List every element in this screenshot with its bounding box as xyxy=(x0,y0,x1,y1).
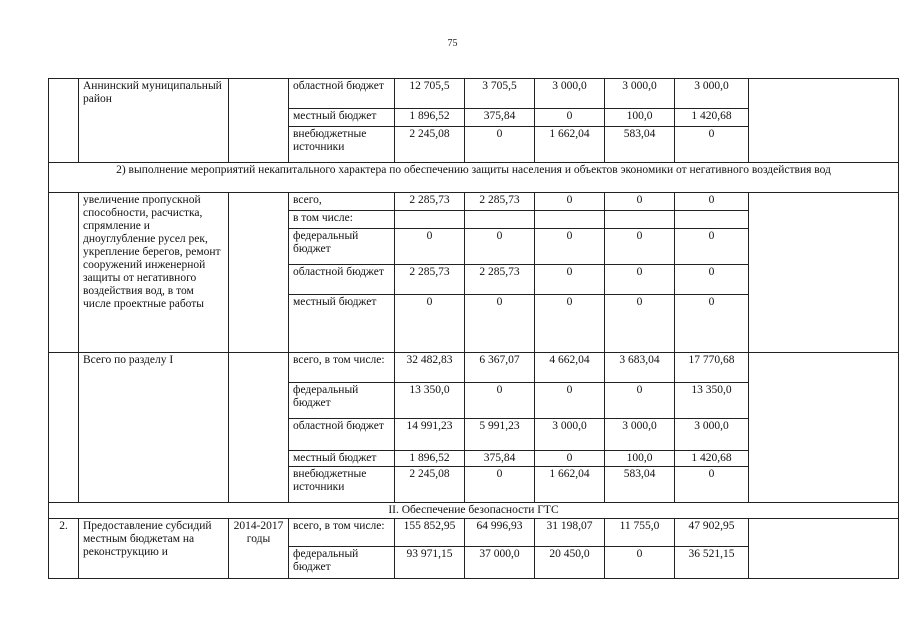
value-total: 2 245,08 xyxy=(395,467,465,503)
value-2014: 37 000,0 xyxy=(465,547,535,579)
value-total: 0 xyxy=(395,295,465,353)
value-2015: 4 662,04 xyxy=(535,353,605,383)
value-2015: 31 198,07 xyxy=(535,519,605,547)
value-total: 2 285,73 xyxy=(395,193,465,211)
funding-source: местный бюджет xyxy=(289,295,395,353)
index-cell xyxy=(49,193,79,353)
value-2014: 6 367,07 xyxy=(465,353,535,383)
table-row xyxy=(49,193,899,211)
value-2014: 0 xyxy=(465,295,535,353)
value-2017: 1 420,68 xyxy=(675,109,749,127)
value-2017: 36 521,15 xyxy=(675,547,749,579)
activity-name: Всего по разделу I xyxy=(79,353,229,503)
value-2015: 0 xyxy=(535,295,605,353)
value-2014: 2 285,73 xyxy=(465,265,535,295)
value-total: 2 245,08 xyxy=(395,127,465,163)
value-2016: 0 xyxy=(605,229,675,265)
value-2015: 0 xyxy=(535,109,605,127)
value-total: 13 350,0 xyxy=(395,383,465,419)
value-2014: 0 xyxy=(465,229,535,265)
value-2014: 0 xyxy=(465,467,535,503)
value-2016: 100,0 xyxy=(605,451,675,467)
funding-source: областной бюджет xyxy=(289,79,395,109)
funding-source: всего, xyxy=(289,193,395,211)
value-2017: 0 xyxy=(675,295,749,353)
funding-source: федеральный бюджет xyxy=(289,229,395,265)
table-row xyxy=(49,79,899,109)
value-2016: 583,04 xyxy=(605,127,675,163)
notes-cell xyxy=(749,519,899,579)
value-total: 155 852,95 xyxy=(395,519,465,547)
value-2015: 3 000,0 xyxy=(535,419,605,451)
value-total xyxy=(395,211,465,229)
value-total: 93 971,15 xyxy=(395,547,465,579)
funding-source: в том числе: xyxy=(289,211,395,229)
value-2014: 2 285,73 xyxy=(465,193,535,211)
notes-cell xyxy=(749,79,899,163)
value-2017: 47 902,95 xyxy=(675,519,749,547)
value-2017: 17 770,68 xyxy=(675,353,749,383)
value-total: 14 991,23 xyxy=(395,419,465,451)
value-2016: 0 xyxy=(605,265,675,295)
value-2015: 0 xyxy=(535,451,605,467)
value-total: 12 705,5 xyxy=(395,79,465,109)
value-2014: 375,84 xyxy=(465,451,535,467)
value-total: 0 xyxy=(395,229,465,265)
value-2016: 3 000,0 xyxy=(605,419,675,451)
value-2016: 11 755,0 xyxy=(605,519,675,547)
activity-name: Предоставление субсидий местным бюджетам на реконструкцию и xyxy=(79,519,229,579)
index-cell: 2. xyxy=(49,519,79,579)
period-cell: 2014-2017 годы xyxy=(229,519,289,579)
value-2015: 0 xyxy=(535,265,605,295)
value-2017: 3 000,0 xyxy=(675,419,749,451)
value-2016: 0 xyxy=(605,383,675,419)
value-2016 xyxy=(605,211,675,229)
value-2017: 0 xyxy=(675,467,749,503)
funding-source: областной бюджет xyxy=(289,419,395,451)
value-total: 32 482,83 xyxy=(395,353,465,383)
table-row xyxy=(49,519,899,547)
value-2016: 100,0 xyxy=(605,109,675,127)
period-cell xyxy=(229,79,289,163)
funding-source: всего, в том числе: xyxy=(289,353,395,383)
value-total: 1 896,52 xyxy=(395,109,465,127)
notes-cell xyxy=(749,353,899,503)
funding-source: местный бюджет xyxy=(289,451,395,467)
index-cell xyxy=(49,79,79,163)
value-2017: 3 000,0 xyxy=(675,79,749,109)
table-row xyxy=(49,353,899,383)
value-2017: 1 420,68 xyxy=(675,451,749,467)
funding-source: федеральный бюджет xyxy=(289,383,395,419)
value-2017: 0 xyxy=(675,193,749,211)
notes-cell xyxy=(749,193,899,353)
funding-source: внебюджетные источники xyxy=(289,467,395,503)
value-2015: 0 xyxy=(535,229,605,265)
index-cell xyxy=(49,353,79,503)
value-2016: 583,04 xyxy=(605,467,675,503)
section-heading: 2) выполнение мероприятий некапитального характера по обеспечению защиты населения и объектов экономики от негативного воздействия вод xyxy=(49,163,899,193)
value-2017: 0 xyxy=(675,265,749,295)
section-heading: II. Обеспечение безопасности ГТС xyxy=(49,503,899,519)
value-2017 xyxy=(675,211,749,229)
value-2014: 64 996,93 xyxy=(465,519,535,547)
value-2016: 0 xyxy=(605,295,675,353)
value-2016: 0 xyxy=(605,547,675,579)
value-2017: 0 xyxy=(675,127,749,163)
value-2017: 13 350,0 xyxy=(675,383,749,419)
value-total: 1 896,52 xyxy=(395,451,465,467)
funding-source: всего, в том числе: xyxy=(289,519,395,547)
value-2016: 3 000,0 xyxy=(605,79,675,109)
value-2014: 0 xyxy=(465,383,535,419)
funding-source: федеральный бюджет xyxy=(289,547,395,579)
activity-name: увеличение пропускной способности, расчистка, спрямление и дноуглубление русел рек, укрепление берегов, ремонт сооружений инженерной защиты от негативного воздействия вод, в том числе проектные работы xyxy=(79,193,229,353)
value-total: 2 285,73 xyxy=(395,265,465,295)
value-2016: 0 xyxy=(605,193,675,211)
section-heading-row xyxy=(49,163,899,193)
period-cell xyxy=(229,193,289,353)
value-2017: 0 xyxy=(675,229,749,265)
funding-source: областной бюджет xyxy=(289,265,395,295)
value-2014: 375,84 xyxy=(465,109,535,127)
value-2014: 5 991,23 xyxy=(465,419,535,451)
value-2015: 1 662,04 xyxy=(535,467,605,503)
section-heading-row xyxy=(49,503,899,519)
funding-source: местный бюджет xyxy=(289,109,395,127)
value-2015: 1 662,04 xyxy=(535,127,605,163)
value-2014: 3 705,5 xyxy=(465,79,535,109)
activity-name: Аннинский муниципальный район xyxy=(79,79,229,163)
value-2015: 20 450,0 xyxy=(535,547,605,579)
value-2015: 0 xyxy=(535,193,605,211)
period-cell xyxy=(229,353,289,503)
value-2014 xyxy=(465,211,535,229)
page-number: 75 xyxy=(447,38,458,49)
value-2015: 3 000,0 xyxy=(535,79,605,109)
budget-table xyxy=(48,78,899,579)
value-2015 xyxy=(535,211,605,229)
value-2016: 3 683,04 xyxy=(605,353,675,383)
value-2014: 0 xyxy=(465,127,535,163)
value-2015: 0 xyxy=(535,383,605,419)
funding-source: внебюджетные источники xyxy=(289,127,395,163)
